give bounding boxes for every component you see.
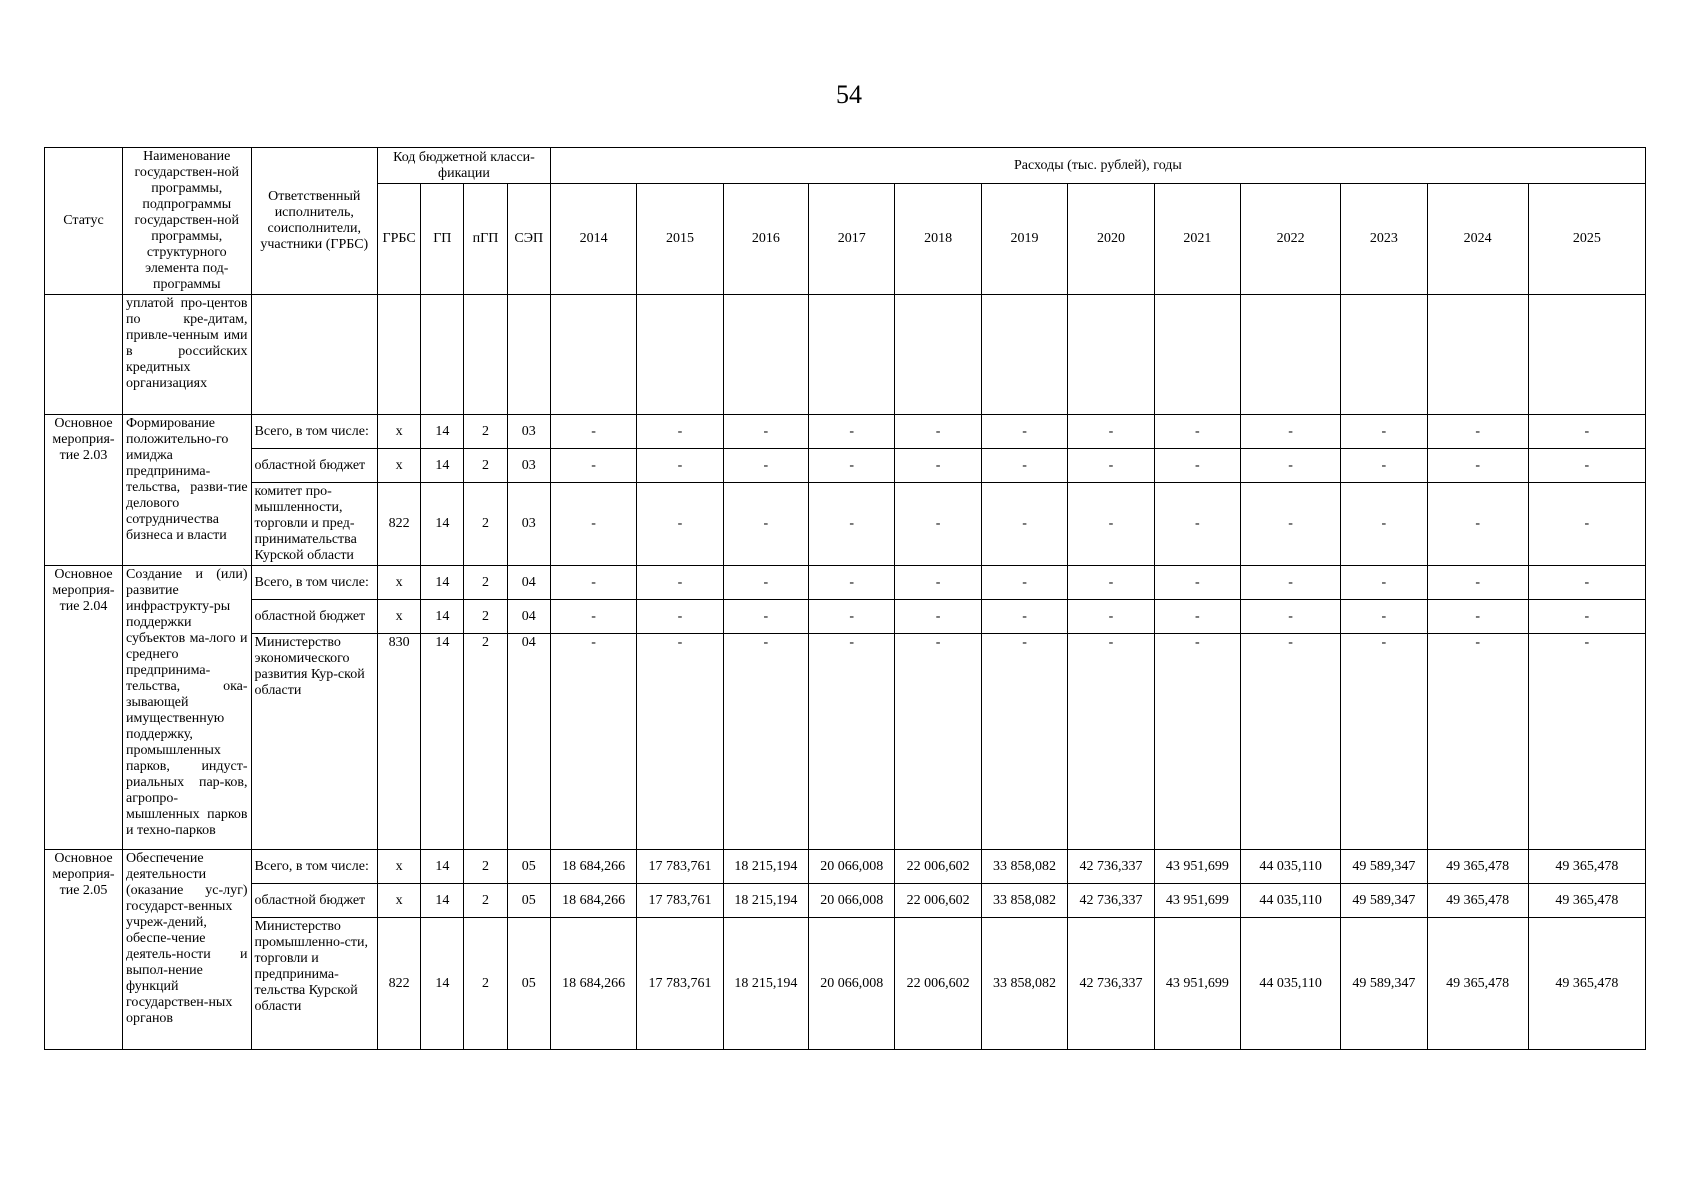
value-cell-2022: - [1241,415,1341,449]
code-cell-pgp: 2 [464,566,507,600]
value-cell-2020: 42 736,337 [1068,850,1154,884]
value-cell-2021: 43 951,699 [1154,884,1240,918]
value-cell-2021: - [1154,483,1240,566]
code-cell-grbs: x [378,415,421,449]
value-cell-2018: 22 006,602 [895,850,981,884]
status-cell: Основное мероприя-тие 2.03 [45,415,123,566]
name-cell: Создание и (или) развитие инфраструкту-ры поддержки субъектов ма-лого и среднего предпринима-тельства, ока-зывающей имущественную поддержку, промышленных парков, индуст-риальных пар-ков, агропро-мышленных парков и техно-парков [122,566,251,850]
value-cell-2017: - [809,449,895,483]
value-cell-2024: - [1427,449,1528,483]
value-cell-2021: - [1154,415,1240,449]
value-cell-2022: 44 035,110 [1241,884,1341,918]
code-cell-gp: 14 [421,634,464,850]
budget-table [44,147,1646,1050]
value-cell-2016: - [723,483,808,566]
status-cell [45,295,123,415]
value-cell-2015: 17 783,761 [637,884,723,918]
code-cell-pgp: 2 [464,634,507,850]
value-cell-2018: - [895,449,981,483]
value-cell-2015: - [637,483,723,566]
value-cell-2016: - [723,634,808,850]
value-cell-2016: 18 215,194 [723,850,808,884]
responsible-cell: областной бюджет [251,600,377,634]
responsible-cell: Всего, в том числе: [251,415,377,449]
value-cell-2023: - [1341,483,1427,566]
value-cell-2017: - [809,483,895,566]
value-cell-2020: 42 736,337 [1068,918,1154,1050]
value-cell-2015: 17 783,761 [637,850,723,884]
value-cell-2018: - [895,634,981,850]
value-cell-2018: - [895,600,981,634]
code-cell-gp: 14 [421,449,464,483]
header-responsible: Ответственный исполнитель, соисполнители, участники (ГРБС) [251,148,377,295]
value-cell-2021: - [1154,600,1240,634]
value-cell-2024: - [1427,566,1528,600]
responsible-cell: областной бюджет [251,449,377,483]
value-cell-2016: - [723,600,808,634]
value-cell-2022: - [1241,634,1341,850]
code-cell-sep: 05 [507,850,550,884]
code-cell-grbs: x [378,884,421,918]
header-year-2015: 2015 [637,184,723,295]
value-cell-2024: 49 365,478 [1427,884,1528,918]
value-cell-2019: - [981,415,1067,449]
code-cell-gp: 14 [421,415,464,449]
value-cell-2015: - [637,449,723,483]
value-cell-2021: - [1154,634,1240,850]
code-cell-gp: 14 [421,884,464,918]
code-cell-grbs: x [378,850,421,884]
table-row [45,449,1646,483]
code-cell-gp: 14 [421,566,464,600]
value-cell-2023: 49 589,347 [1341,918,1427,1050]
header-code-1: ГП [421,184,464,295]
code-cell-gp: 14 [421,850,464,884]
responsible-cell [251,295,377,415]
value-cell-2023: - [1341,634,1427,850]
value-cell-2024: - [1427,415,1528,449]
value-cell-2022: 44 035,110 [1241,918,1341,1050]
value-cell-2025: - [1528,566,1645,600]
value-cell-2020: - [1068,634,1154,850]
header-code-2: пГП [464,184,507,295]
value-cell-2016: - [723,415,808,449]
value-cell-2023: - [1341,600,1427,634]
value-cell-2014: - [550,600,636,634]
value-cell-2025: - [1528,600,1645,634]
value-cell-2018: 22 006,602 [895,918,981,1050]
code-cell-sep: 04 [507,600,550,634]
code-cell-sep: 03 [507,415,550,449]
code-cell-pgp: 2 [464,483,507,566]
header-budget-code: Код бюджетной класси-фикации [378,148,551,184]
header-year-2016: 2016 [723,184,808,295]
value-cell-2017: - [809,415,895,449]
name-cell: уплатой про-центов по кре-дитам, привле-ченным ими в российских кредитных организациях [122,295,251,415]
value-cell-2023: - [1341,415,1427,449]
responsible-cell: Министерство экономического развития Кур-ской области [251,634,377,850]
value-cell-2017: 20 066,008 [809,850,895,884]
code-cell-gp: 14 [421,600,464,634]
code-cell-pgp: 2 [464,918,507,1050]
code-cell-grbs: 830 [378,634,421,850]
value-cell-2014: - [550,483,636,566]
value-cell-2020: - [1068,483,1154,566]
header-year-2020: 2020 [1068,184,1154,295]
responsible-cell: Министерство промышленно-сти, торговли и предпринима-тельства Курской области [251,918,377,1050]
header-year-2014: 2014 [550,184,636,295]
code-cell-pgp: 2 [464,449,507,483]
code-cell-sep: 04 [507,566,550,600]
value-cell-2019: - [981,566,1067,600]
value-cell-2022: - [1241,483,1341,566]
value-cell-2015: 17 783,761 [637,918,723,1050]
value-cell-2018: - [895,415,981,449]
table-body [45,295,1646,1050]
value-cell-2017: - [809,566,895,600]
code-cell-grbs: x [378,566,421,600]
code-cell-pgp: 2 [464,850,507,884]
code-cell-gp: 14 [421,483,464,566]
value-cell-2020: - [1068,449,1154,483]
table-row [45,634,1646,850]
value-cell-2025: 49 365,478 [1528,918,1645,1050]
value-cell-2014: - [550,415,636,449]
value-cell-2019: 33 858,082 [981,918,1067,1050]
table-row [45,918,1646,1050]
value-cell-2025: 49 365,478 [1528,850,1645,884]
header-code-0: ГРБС [378,184,421,295]
value-cell-2017: - [809,600,895,634]
value-cell-2015: - [637,566,723,600]
header-year-2023: 2023 [1341,184,1427,295]
code-cell-grbs: x [378,449,421,483]
value-cell-2015: - [637,634,723,850]
value-cell-2014: - [550,634,636,850]
value-cell-2019: 33 858,082 [981,884,1067,918]
header-year-2019: 2019 [981,184,1067,295]
value-cell-2014: 18 684,266 [550,884,636,918]
responsible-cell: Всего, в том числе: [251,850,377,884]
value-cell-2025: - [1528,449,1645,483]
value-cell-2021: 43 951,699 [1154,850,1240,884]
code-cell-sep: 04 [507,634,550,850]
value-cell-2018: - [895,566,981,600]
value-cell-2018: - [895,483,981,566]
value-cell-2021: - [1154,566,1240,600]
name-cell: Обеспечение деятельности (оказание ус-луг) государст-венных учреж-дений, обеспе-чение деятель-ности и выпол-нение функций государствен-ных органов [122,850,251,1050]
value-cell-2025: - [1528,483,1645,566]
value-cell-2014: - [550,566,636,600]
table-row [45,850,1646,884]
table-row [45,884,1646,918]
value-cell-2023: 49 589,347 [1341,884,1427,918]
value-cell-2016: 18 215,194 [723,918,808,1050]
value-cell-2019: - [981,634,1067,850]
value-cell-2018: 22 006,602 [895,884,981,918]
value-cell-2017: 20 066,008 [809,918,895,1050]
value-cell-2024: - [1427,634,1528,850]
value-cell-2024: 49 365,478 [1427,918,1528,1050]
code-cell-gp: 14 [421,918,464,1050]
value-cell-2016: - [723,566,808,600]
value-cell-2022: - [1241,566,1341,600]
value-cell-2015: - [637,600,723,634]
header-name: Наименование государствен-ной программы, подпрограммы государствен-ной программы, структурного элемента под-программы [122,148,251,295]
code-cell-pgp: 2 [464,600,507,634]
name-cell: Формирование положительно-го имиджа предпринима-тельства, разви-тие делового сотрудничества бизнеса и власти [122,415,251,566]
value-cell-2014: 18 684,266 [550,850,636,884]
value-cell-2017: 20 066,008 [809,884,895,918]
code-cell-sep: 03 [507,483,550,566]
code-cell-pgp: 2 [464,415,507,449]
value-cell-2019: - [981,600,1067,634]
value-cell-2015: - [637,415,723,449]
header-year-2022: 2022 [1241,184,1341,295]
value-cell-2023: 49 589,347 [1341,850,1427,884]
code-cell-pgp: 2 [464,884,507,918]
code-cell-sep: 05 [507,918,550,1050]
value-cell-2025: 49 365,478 [1528,884,1645,918]
table-header [45,148,1646,295]
value-cell-2014: 18 684,266 [550,918,636,1050]
status-cell: Основное мероприя-тие 2.04 [45,566,123,850]
header-year-2025: 2025 [1528,184,1645,295]
header-year-2021: 2021 [1154,184,1240,295]
value-cell-2019: - [981,483,1067,566]
value-cell-2020: - [1068,566,1154,600]
value-cell-2016: - [723,449,808,483]
code-cell-grbs: 822 [378,918,421,1050]
code-cell-sep: 05 [507,884,550,918]
status-cell: Основное мероприя-тие 2.05 [45,850,123,1050]
header-expenses: Расходы (тыс. рублей), годы [550,148,1645,184]
value-cell-2022: 44 035,110 [1241,850,1341,884]
header-year-2024: 2024 [1427,184,1528,295]
header-code-3: СЭП [507,184,550,295]
value-cell-2016: 18 215,194 [723,884,808,918]
value-cell-2022: - [1241,600,1341,634]
value-cell-2017: - [809,634,895,850]
value-cell-2025: - [1528,634,1645,850]
value-cell-2019: - [981,449,1067,483]
table-row [45,415,1646,449]
table-row [45,600,1646,634]
value-cell-2019: 33 858,082 [981,850,1067,884]
value-cell-2023: - [1341,566,1427,600]
value-cell-2024: - [1427,483,1528,566]
header-year-2018: 2018 [895,184,981,295]
intro-row [45,295,1646,415]
page-number: 54 [836,80,862,109]
code-cell-grbs: x [378,600,421,634]
header-status: Статус [45,148,123,295]
responsible-cell: комитет про-мышленности, торговли и пред-принимательства Курской области [251,483,377,566]
value-cell-2020: - [1068,415,1154,449]
value-cell-2021: - [1154,449,1240,483]
value-cell-2014: - [550,449,636,483]
value-cell-2024: - [1427,600,1528,634]
value-cell-2021: 43 951,699 [1154,918,1240,1050]
responsible-cell: областной бюджет [251,884,377,918]
code-cell-grbs: 822 [378,483,421,566]
value-cell-2025: - [1528,415,1645,449]
value-cell-2023: - [1341,449,1427,483]
table-row [45,483,1646,566]
responsible-cell: Всего, в том числе: [251,566,377,600]
table-row [45,566,1646,600]
code-cell-sep: 03 [507,449,550,483]
header-year-2017: 2017 [809,184,895,295]
value-cell-2020: 42 736,337 [1068,884,1154,918]
value-cell-2020: - [1068,600,1154,634]
value-cell-2022: - [1241,449,1341,483]
value-cell-2024: 49 365,478 [1427,850,1528,884]
